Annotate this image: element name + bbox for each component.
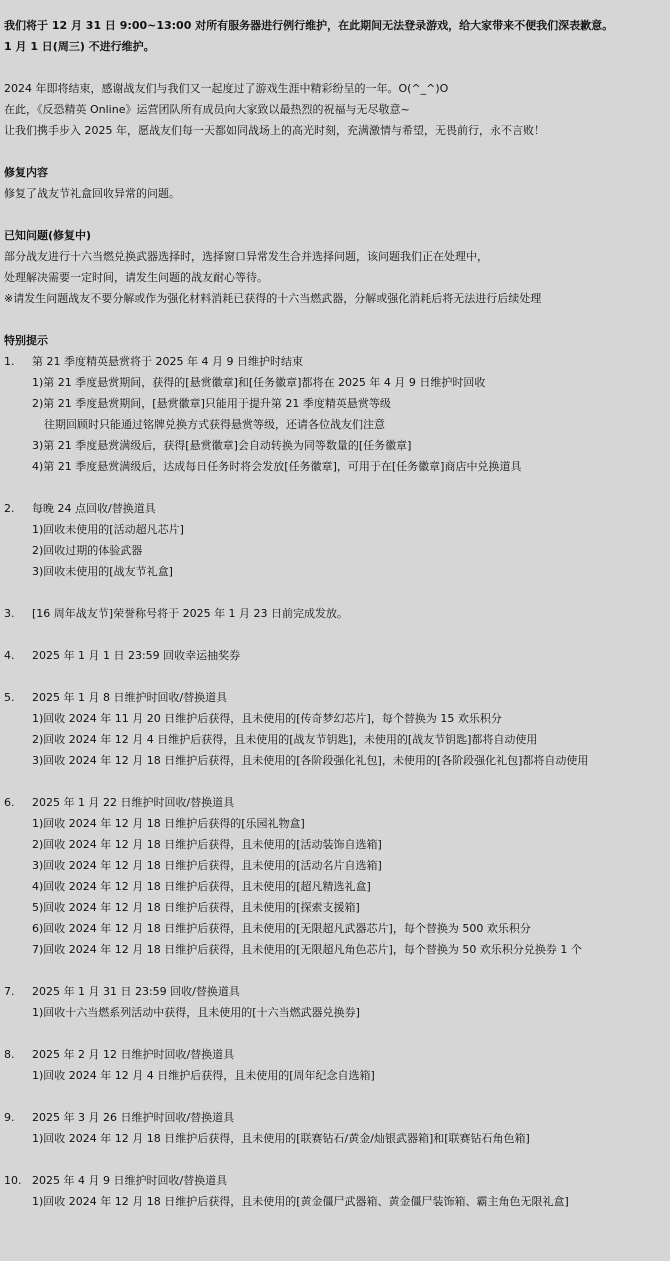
item-heading: 2025 年 4 月 9 日维护时回收/替换道具	[32, 1174, 228, 1187]
item-sub-line: 4)回收 2024 年 12 月 18 日维护后获得，且未使用的[超凡精选礼盒]	[32, 880, 371, 893]
special-note-header	[4, 1044, 670, 1065]
item-number: 5.	[4, 691, 15, 704]
no-maintenance-note: 1 月 1 日(周三) 不进行维护。	[4, 40, 155, 53]
item-heading: 第 21 季度精英悬赏将于 2025 年 4 月 9 日维护时结束	[32, 355, 303, 368]
item-sub-line: 4)第 21 季度悬赏满级后，达成每日任务时将会发放[任务徽章]，可用于在[任务徽章]商店中兑换道具	[32, 460, 522, 473]
item-sub-line: 3)回收未使用的[战友节礼盒]	[32, 565, 173, 578]
item-sub-line: 1)回收 2024 年 12 月 18 日维护后获得的[乐园礼物盒]	[32, 817, 305, 830]
fix-section-title: 修复内容	[4, 166, 48, 179]
greeting-line: 让我们携手步入 2025 年，愿战友们每一天都如同战场上的高光时刻，充满激情与希望，无畏前行，永不言败！	[4, 124, 545, 137]
special-note-header	[4, 1170, 670, 1191]
special-notes-title: 特别提示	[4, 334, 48, 347]
item-sub-line: 2)回收 2024 年 12 月 4 日维护后获得，且未使用的[战友节钥匙]，未使用的[战友节钥匙]都将自动使用	[32, 733, 538, 746]
item-number: 7.	[4, 985, 15, 998]
fix-line: 修复了战友节礼盒回收异常的问题。	[4, 187, 180, 200]
known-issue-line: ※请发生问题战友不要分解或作为强化材料消耗已获得的十六当燃武器，分解或强化消耗后将无法进行后续处理	[4, 292, 542, 305]
item-sub-line: 1)回收 2024 年 12 月 18 日维护后获得，且未使用的[联赛钻石/黄金/灿银武器箱]和[联赛钻石角色箱]	[32, 1132, 530, 1145]
item-sub-line: 6)回收 2024 年 12 月 18 日维护后获得，且未使用的[无限超凡武器芯片]，每个替换为 500 欢乐积分	[32, 922, 531, 935]
item-sub-line: 7)回收 2024 年 12 月 18 日维护后获得，且未使用的[无限超凡角色芯片]，每个替换为 50 欢乐积分兑换券 1 个	[32, 943, 582, 956]
special-note-header	[4, 645, 670, 666]
item-heading: 2025 年 1 月 8 日维护时回收/替换道具	[32, 691, 228, 704]
item-number: 9.	[4, 1111, 15, 1124]
item-sub-line: 2)回收过期的体验武器	[32, 544, 143, 557]
item-heading: 每晚 24 点回收/替换道具	[32, 502, 156, 515]
item-sub-line: 1)第 21 季度悬赏期间，获得的[悬赏徽章]和[任务徽章]都将在 2025 年 4 月 9 日维护时回收	[32, 376, 486, 389]
special-note-item	[4, 792, 670, 960]
item-number: 10.	[4, 1174, 22, 1187]
special-note-header	[4, 1107, 670, 1128]
greeting-line: 在此，《反恐精英 Online》运营团队所有成员向大家致以最热烈的祝福与无尽敬意~	[4, 103, 410, 116]
known-issues-title: 已知问题(修复中)	[4, 229, 92, 242]
item-sub-line: 1)回收 2024 年 11 月 20 日维护后获得，且未使用的[传奇梦幻芯片]，每个替换为 15 欢乐积分	[32, 712, 502, 725]
item-number: 1.	[4, 355, 15, 368]
item-number: 3.	[4, 607, 15, 620]
item-sub-line: 1)回收未使用的[活动超凡芯片]	[32, 523, 184, 536]
special-note-header	[4, 792, 670, 813]
item-heading: 2025 年 1 月 1 日 23:59 回收幸运抽奖券	[32, 649, 241, 662]
special-note-item	[4, 498, 670, 582]
special-note-item	[4, 1044, 670, 1086]
item-sub-line: 1)回收 2024 年 12 月 4 日维护后获得，且未使用的[周年纪念自选箱]	[32, 1069, 375, 1082]
special-notes-list	[4, 351, 670, 1212]
item-heading: 2025 年 1 月 22 日维护时回收/替换道具	[32, 796, 235, 809]
special-note-item	[4, 603, 670, 624]
item-number: 2.	[4, 502, 15, 515]
special-note-item	[4, 1107, 670, 1149]
item-number: 6.	[4, 796, 15, 809]
item-sub-line: 2)第 21 季度悬赏期间，[悬赏徽章]只能用于提升第 21 季度精英悬赏等级	[32, 397, 391, 410]
item-sub-line: 3)回收 2024 年 12 月 18 日维护后获得，且未使用的[各阶段强化礼包]，未使用的[各阶段强化礼包]都将自动使用	[32, 754, 589, 767]
item-heading: 2025 年 3 月 26 日维护时回收/替换道具	[32, 1111, 235, 1124]
special-note-header	[4, 498, 670, 519]
item-sub-line: 3)回收 2024 年 12 月 18 日维护后获得，且未使用的[活动名片自选箱]	[32, 859, 382, 872]
greeting-line: 2024 年即将结束，感谢战友们与我们又一起度过了游戏生涯中精彩纷呈的一年。O(^_^)O	[4, 82, 449, 95]
known-issue-line: 处理解决需要一定时间，请发生问题的战友耐心等待。	[4, 271, 268, 284]
item-heading: [16 周年战友节]荣誉称号将于 2025 年 1 月 23 日前完成发放。	[32, 607, 349, 620]
special-note-header	[4, 351, 670, 372]
item-sub-line: 2)回收 2024 年 12 月 18 日维护后获得，且未使用的[活动装饰自选箱]	[32, 838, 382, 851]
item-number: 8.	[4, 1048, 15, 1061]
item-sub-line: 1)回收 2024 年 12 月 18 日维护后获得，且未使用的[黄金僵尸武器箱、黄金僵尸装饰箱、霸主角色无限礼盒]	[32, 1195, 569, 1208]
special-note-header	[4, 981, 670, 1002]
special-note-item	[4, 351, 670, 477]
special-note-header	[4, 603, 670, 624]
special-note-header	[4, 687, 670, 708]
special-note-item	[4, 981, 670, 1023]
item-sub-line: 3)第 21 季度悬赏满级后，获得[悬赏徽章]会自动转换为同等数量的[任务徽章]	[32, 439, 412, 452]
item-heading: 2025 年 1 月 31 日 23:59 回收/替换道具	[32, 985, 240, 998]
special-note-item	[4, 645, 670, 666]
known-issue-line: 部分战友进行十六当燃兑换武器选择时，选择窗口异常发生合并选择问题，该问题我们正在处理中，	[4, 250, 488, 263]
item-heading: 2025 年 2 月 12 日维护时回收/替换道具	[32, 1048, 235, 1061]
maintenance-notice: 我们将于 12 月 31 日 9:00~13:00 对所有服务器进行例行维护，在此期间无法登录游戏，给大家带来不便我们深表歉意。	[4, 19, 614, 32]
special-note-item	[4, 687, 670, 771]
item-number: 4.	[4, 649, 15, 662]
item-sub-line: 5)回收 2024 年 12 月 18 日维护后获得，且未使用的[探索支援箱]	[32, 901, 360, 914]
item-sub-line: 往期回顾时只能通过铭牌兑换方式获得悬赏等级，还请各位战友们注意	[44, 418, 385, 431]
item-sub-line: 1)回收十六当燃系列活动中获得，且未使用的[十六当燃武器兑换券]	[32, 1006, 360, 1019]
special-note-item	[4, 1170, 670, 1212]
